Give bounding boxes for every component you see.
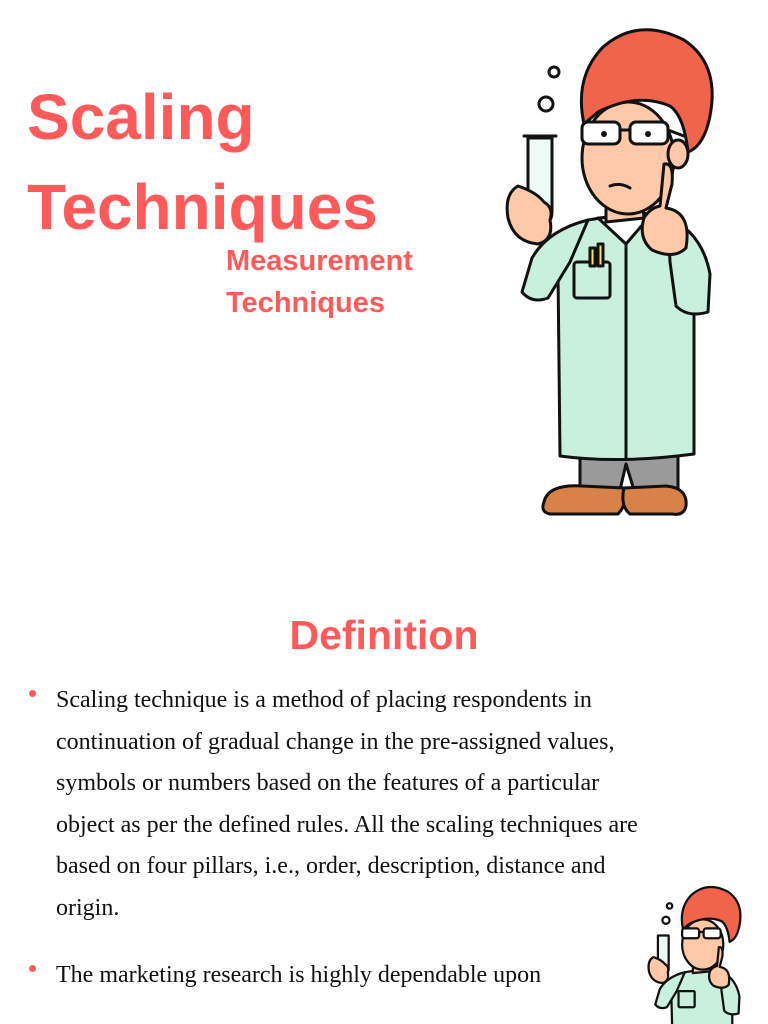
title-line-1: Scaling bbox=[27, 81, 255, 153]
bullet-dot: • bbox=[28, 678, 38, 708]
list-item bbox=[28, 955, 638, 997]
scientist-illustration bbox=[488, 12, 738, 532]
bullet-text: Scaling technique is a method of placing respondents in continuation of gradual change in the pre-assigned values, symbols or numbers based on the features of a particular object as per the defined rules. All the scaling techniques are based on four pillars, i.e., order, description, distance and origin. bbox=[56, 687, 638, 921]
subtitle bbox=[226, 240, 413, 324]
subtitle-line-2: Techniques bbox=[226, 287, 385, 319]
bullet-dot: • bbox=[28, 953, 38, 983]
title-line-2: Techniques bbox=[27, 171, 378, 243]
bullet-list bbox=[28, 680, 638, 1023]
list-item bbox=[28, 680, 638, 929]
bullet-text: The marketing research is highly dependable upon bbox=[56, 962, 542, 988]
main-title bbox=[27, 72, 378, 252]
definition-heading: Definition bbox=[289, 612, 479, 658]
subtitle-line-1: Measurement bbox=[226, 245, 413, 277]
scientist-illustration-small bbox=[640, 878, 752, 1024]
slide-definition bbox=[0, 560, 768, 1024]
